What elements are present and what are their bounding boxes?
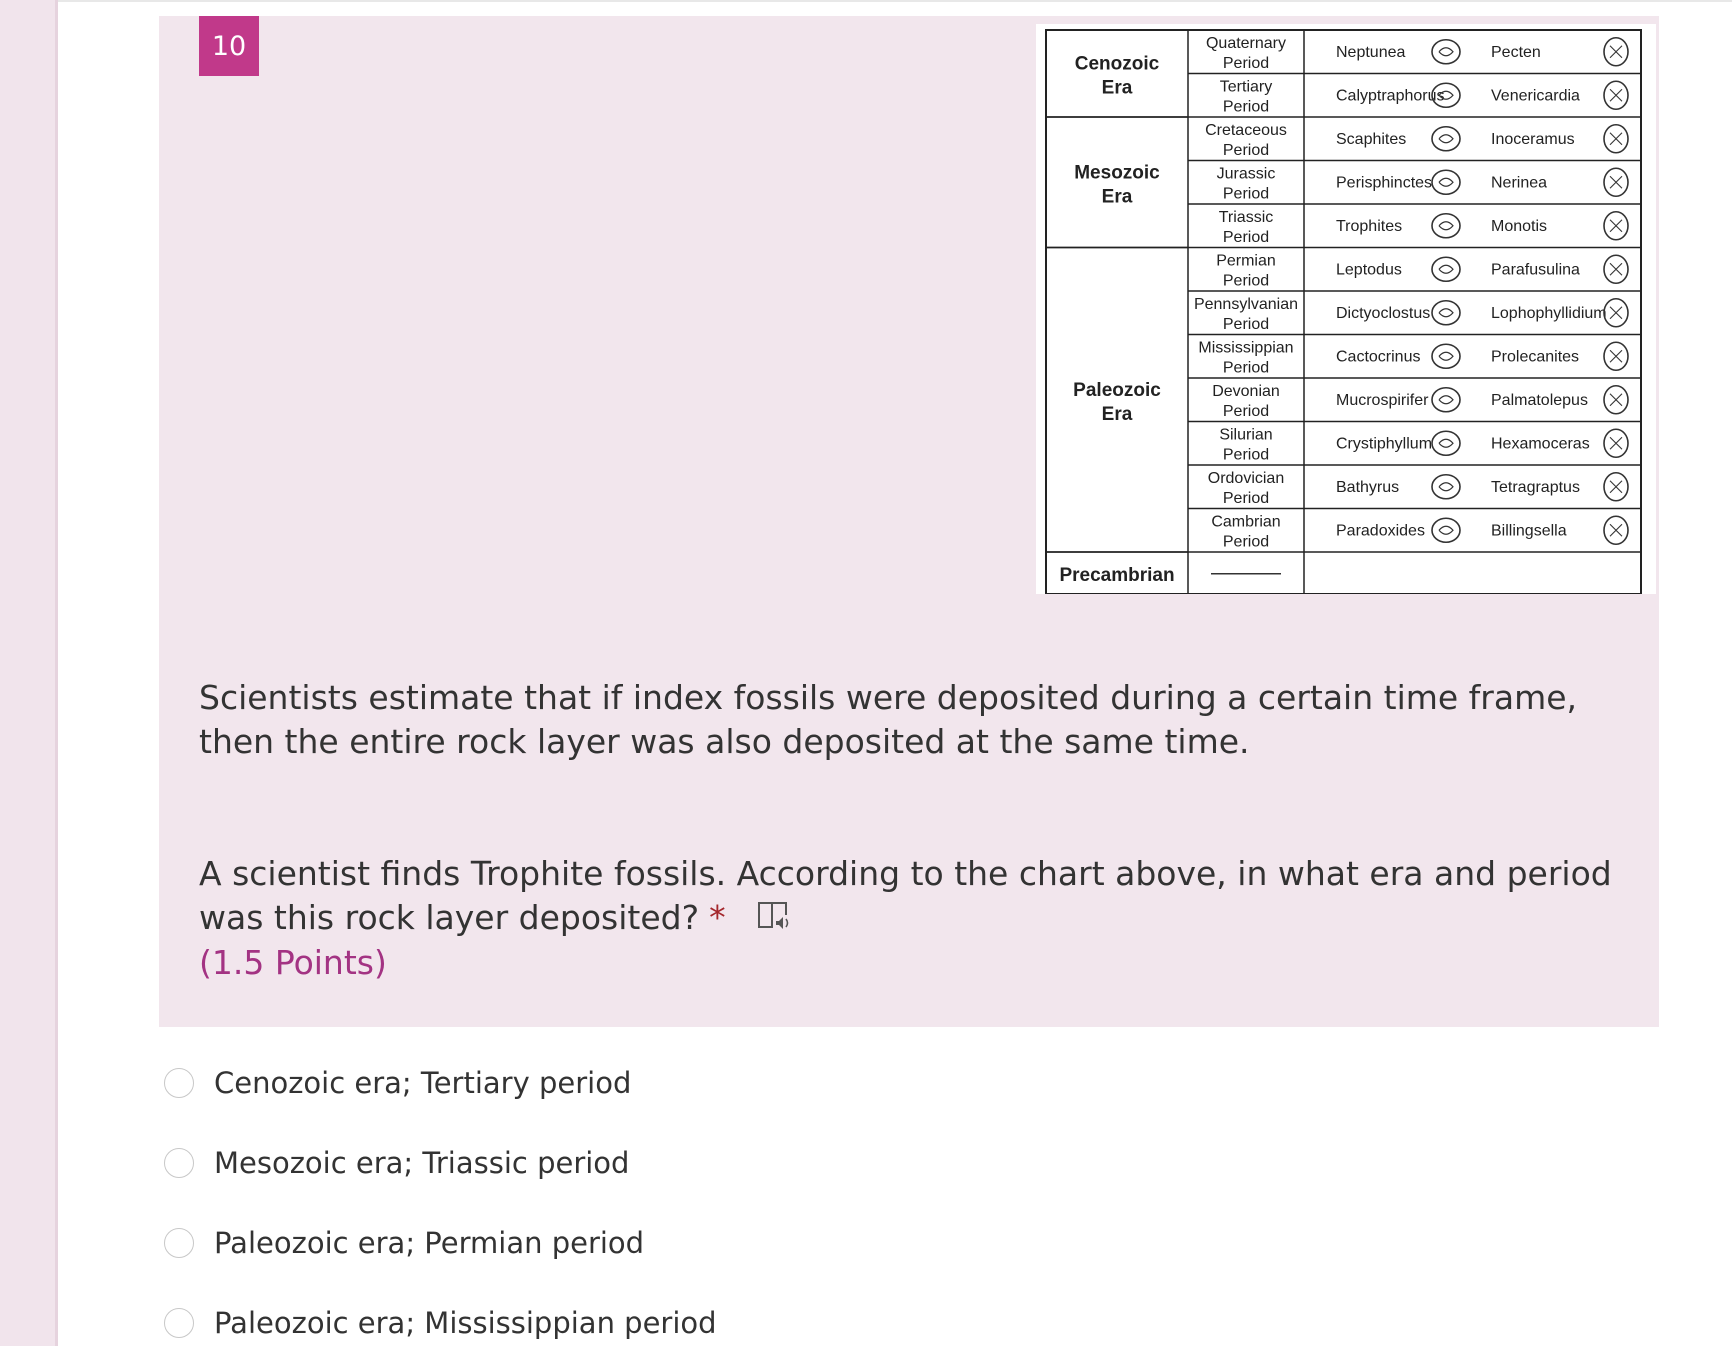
era-label-suffix: Era bbox=[1101, 403, 1133, 425]
fossil-sketch bbox=[1432, 475, 1460, 499]
fossil-sketch-detail bbox=[1439, 352, 1453, 360]
fossil-chart-image bbox=[1036, 24, 1656, 594]
period-label: Permian bbox=[1216, 252, 1276, 270]
fossil-sketch-detail bbox=[1439, 265, 1453, 273]
fossil-name: Perisphinctes bbox=[1336, 174, 1433, 192]
fossil-sketch bbox=[1432, 214, 1460, 238]
fossil-sketch-detail bbox=[1439, 526, 1453, 534]
period-label-suffix: Period bbox=[1222, 533, 1270, 551]
fossil-sketch bbox=[1432, 301, 1460, 325]
fossil-name: Cactocrinus bbox=[1336, 348, 1421, 366]
era-label-suffix: Era bbox=[1101, 186, 1133, 208]
fossil-sketch-detail bbox=[1610, 46, 1622, 58]
fossil-sketch-detail bbox=[1439, 222, 1453, 230]
period-label-suffix: Period bbox=[1222, 403, 1270, 420]
fossil-sketch-detail bbox=[1610, 89, 1622, 101]
radio-button[interactable] bbox=[164, 1308, 194, 1338]
fossil-name: Nerinea bbox=[1491, 174, 1548, 192]
required-marker: * bbox=[709, 898, 726, 937]
question-number-badge: 10 bbox=[199, 16, 259, 76]
left-rail bbox=[0, 0, 58, 1346]
fossil-sketch-detail bbox=[1610, 307, 1622, 319]
era-label: Precambrian bbox=[1059, 564, 1175, 586]
fossil-sketch-detail bbox=[1439, 439, 1453, 447]
period-label-suffix: Period bbox=[1222, 316, 1270, 333]
fossil-sketch-detail bbox=[1439, 48, 1453, 56]
fossil-name: Paradoxides bbox=[1336, 522, 1425, 540]
fossil-name: Hexamoceras bbox=[1491, 435, 1590, 453]
fossil-sketch-detail bbox=[1610, 524, 1622, 536]
fossil-name: Dictyoclostus bbox=[1336, 305, 1431, 322]
period-label: Pennsylvanian bbox=[1193, 296, 1299, 313]
period-label-suffix: Period bbox=[1222, 55, 1270, 72]
period-label: Triassic bbox=[1218, 209, 1274, 226]
answer-option-2[interactable] bbox=[164, 1146, 629, 1180]
radio-button[interactable] bbox=[164, 1148, 194, 1178]
period-label: Devonian bbox=[1212, 383, 1280, 400]
answer-option-1[interactable] bbox=[164, 1066, 631, 1100]
fossil-name: Pecten bbox=[1491, 44, 1541, 61]
fossil-name: Palmatolepus bbox=[1491, 392, 1588, 409]
fossil-sketch bbox=[1432, 388, 1460, 412]
answer-option-4[interactable] bbox=[164, 1306, 717, 1340]
fossil-name: Leptodus bbox=[1336, 261, 1402, 279]
fossil-sketch-detail bbox=[1610, 220, 1622, 232]
option-label: Paleozoic era; Permian period bbox=[214, 1226, 645, 1260]
fossil-name: Crystiphyllum bbox=[1336, 435, 1433, 453]
question-points: (1.5 Points) bbox=[199, 943, 387, 982]
fossil-name: Monotis bbox=[1491, 218, 1548, 235]
left-rail-edge bbox=[55, 0, 58, 1346]
immersive-reader-icon[interactable] bbox=[756, 898, 792, 942]
period-label: Silurian bbox=[1219, 426, 1273, 444]
period-label: Ordovician bbox=[1207, 470, 1285, 487]
era-label: Mesozoic bbox=[1074, 162, 1160, 184]
period-label-suffix: Period bbox=[1222, 229, 1270, 246]
fossil-name: Lophophyllidium bbox=[1491, 305, 1607, 322]
fossil-name: Parafusulina bbox=[1491, 261, 1580, 279]
period-label-suffix: Period bbox=[1222, 272, 1270, 290]
period-label: Mississippian bbox=[1198, 339, 1294, 357]
fossil-name: Bathyrus bbox=[1336, 479, 1400, 496]
period-label-suffix: Period bbox=[1222, 185, 1270, 203]
period-label-suffix: Period bbox=[1222, 490, 1270, 507]
radio-button[interactable] bbox=[164, 1228, 194, 1258]
fossil-sketch-detail bbox=[1610, 481, 1622, 493]
fossil-sketch bbox=[1432, 518, 1460, 542]
fossil-sketch bbox=[1432, 344, 1460, 368]
period-label: Cambrian bbox=[1211, 513, 1281, 531]
fossil-name: Scaphites bbox=[1336, 131, 1407, 148]
fossil-sketch bbox=[1432, 170, 1460, 194]
fossil-sketch-detail bbox=[1439, 178, 1453, 186]
fossil-name: Venericardia bbox=[1491, 87, 1580, 105]
option-label: Cenozoic era; Tertiary period bbox=[214, 1066, 632, 1100]
period-label-suffix: Period bbox=[1222, 359, 1270, 377]
era-label: Paleozoic bbox=[1073, 379, 1161, 401]
period-label-suffix: Period bbox=[1222, 142, 1270, 159]
fossil-chart bbox=[1036, 24, 1656, 594]
radio-button[interactable] bbox=[164, 1068, 194, 1098]
fossil-name: Calyptraphorus bbox=[1336, 87, 1445, 105]
fossil-sketch bbox=[1432, 40, 1460, 64]
fossil-sketch-detail bbox=[1439, 309, 1453, 317]
fossil-sketch-detail bbox=[1610, 176, 1622, 188]
fossil-sketch-detail bbox=[1610, 437, 1622, 449]
fossil-sketch-detail bbox=[1610, 133, 1622, 145]
answer-option-3[interactable] bbox=[164, 1226, 644, 1260]
period-label: Tertiary bbox=[1219, 78, 1273, 96]
fossil-name: Trophites bbox=[1336, 218, 1403, 235]
fossil-sketch bbox=[1432, 431, 1460, 455]
top-divider bbox=[58, 0, 1732, 2]
question-prompt bbox=[199, 852, 1639, 942]
fossil-name: Mucrospirifer bbox=[1336, 392, 1429, 409]
question-stem: Scientists estimate that if index fossils were deposited during a certain time frame, then the entire rock layer was also deposited at the same time. bbox=[199, 678, 1578, 761]
period-label: Cretaceous bbox=[1205, 122, 1287, 139]
fossil-name: Prolecanites bbox=[1491, 348, 1580, 366]
era-label-suffix: Era bbox=[1101, 77, 1133, 99]
fossil-sketch-detail bbox=[1439, 483, 1453, 491]
fossil-name: Billingsella bbox=[1491, 522, 1567, 540]
era-label: Cenozoic bbox=[1074, 53, 1160, 75]
fossil-name: Tetragraptus bbox=[1491, 479, 1580, 496]
period-label-suffix: Period bbox=[1222, 446, 1270, 464]
fossil-sketch-detail bbox=[1610, 394, 1622, 406]
fossil-sketch bbox=[1432, 257, 1460, 281]
period-label-suffix: Period bbox=[1222, 98, 1270, 116]
option-label: Mesozoic era; Triassic period bbox=[214, 1146, 630, 1180]
question-prompt-text: A scientist finds Trophite fossils. According to the chart above, in what era and period was this rock layer deposited? bbox=[199, 854, 1612, 937]
fossil-sketch-detail bbox=[1439, 396, 1453, 404]
fossil-sketch-detail bbox=[1610, 263, 1622, 275]
period-label: Quaternary bbox=[1205, 35, 1287, 52]
fossil-sketch bbox=[1432, 127, 1460, 151]
fossil-sketch-detail bbox=[1610, 350, 1622, 362]
fossil-name: Neptunea bbox=[1336, 44, 1406, 61]
fossil-name: Inoceramus bbox=[1491, 131, 1575, 148]
fossil-sketch-detail bbox=[1439, 135, 1453, 143]
option-label: Paleozoic era; Mississippian period bbox=[214, 1306, 717, 1340]
period-label: Jurassic bbox=[1216, 165, 1276, 183]
